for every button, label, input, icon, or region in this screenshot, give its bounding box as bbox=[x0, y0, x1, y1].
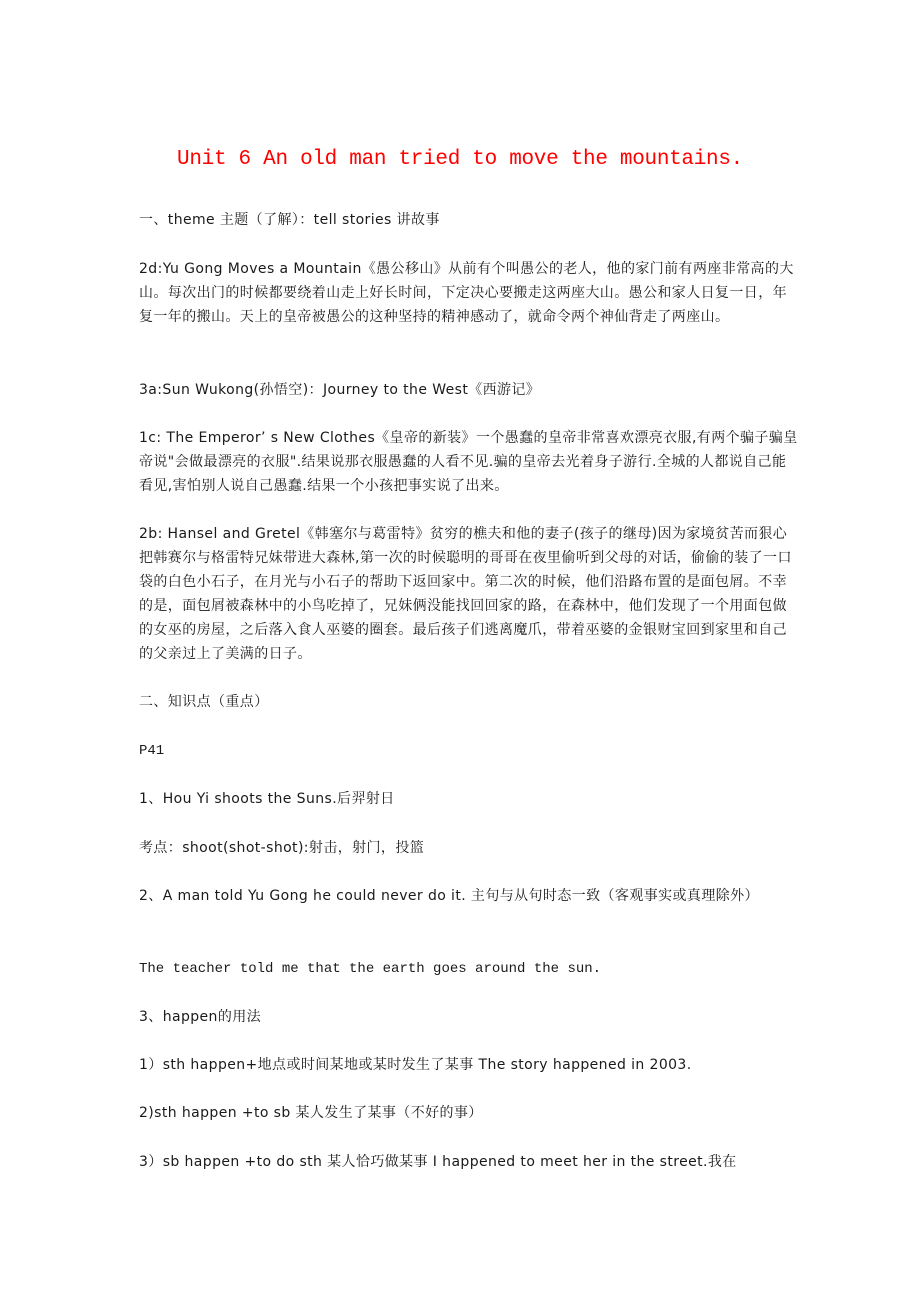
point-3-usage-2: 2)sth happen +to sb 某人发生了某事（不好的事） bbox=[139, 1105, 483, 1121]
story-emperors-new-clothes: 1c: The Emperor’ s New Clothes《皇帝的新装》一个愚蠢的皇帝非常喜欢漂亮衣服,有两个骗子骗皇帝说"会做最漂亮的衣服".结果说那衣服愚蠢的人看不见.骗的皇帝去光着身子游行.全城的人都说自己能看见,害怕别人说自己愚蠢.结果一个小孩把事实说了出来。 bbox=[139, 430, 798, 494]
point-1: 1、Hou Yi shoots the Suns.后羿射日 bbox=[139, 791, 395, 807]
section-theme-heading: 一、theme 主题（了解）：tell stories 讲故事 bbox=[139, 212, 440, 228]
point-2-example: The teacher told me that the earth goes around the sun. bbox=[139, 961, 602, 977]
point-2: 2、A man told Yu Gong he could never do it. 主句与从句时态一致（客观事实或真理除外） bbox=[139, 888, 759, 904]
story-yu-gong: 2d:Yu Gong Moves a Mountain《愚公移山》从前有个叫愚公的老人，他的家门前有两座非常高的大山。每次出门的时候都要绕着山走上好长时间，下定决心要搬走这两座大山。愚公和家人日复一日，年复一年的搬山。天上的皇帝被愚公的这种坚持的精神感动了，就命令两个神仙背走了两座山。 bbox=[139, 261, 794, 325]
story-hansel-and-gretel: 2b: Hansel and Gretel《韩塞尔与葛雷特》贫穷的樵夫和他的妻子(孩子的继母)因为家境贫苦而狠心把韩赛尔与格雷特兄妹带进大森林,第一次的时候聪明的哥哥在夜里偷听到父母的对话，偷偷的装了一口袋的白色小石子，在月光与小石子的帮助下返回家中。第二次的时候，他们沿路布置的是面包屑。不幸的是，面包屑被森林中的小鸟吃掉了，兄妹俩没能找回回家的路，在森林中，他们发现了一个用面包做的女巫的房屋，之后落入食人巫婆的圈套。最后孩子们逃离魔爪，带着巫婆的金银财宝回到家里和自己的父亲过上了美满的日子。 bbox=[139, 526, 792, 662]
point-3-usage-3: 3）sb happen +to do sth 某人恰巧做某事 I happened to meet her in the street.我在 bbox=[139, 1154, 737, 1170]
point-1-exam-note: 考点：shoot(shot-shot):射击，射门，投篮 bbox=[139, 840, 425, 856]
point-3-usage-1: 1）sth happen+地点或时间某地或某时发生了某事 The story happened in 2003. bbox=[139, 1057, 692, 1073]
page-reference: P41 bbox=[139, 743, 165, 759]
section-knowledge-heading: 二、知识点（重点） bbox=[139, 694, 269, 710]
point-3: 3、happen的用法 bbox=[139, 1009, 262, 1025]
document-title: Unit 6 An old man tried to move the mountains. bbox=[177, 148, 743, 171]
story-sun-wukong: 3a:Sun Wukong(孙悟空)：Journey to the West《西游记》 bbox=[139, 382, 541, 398]
